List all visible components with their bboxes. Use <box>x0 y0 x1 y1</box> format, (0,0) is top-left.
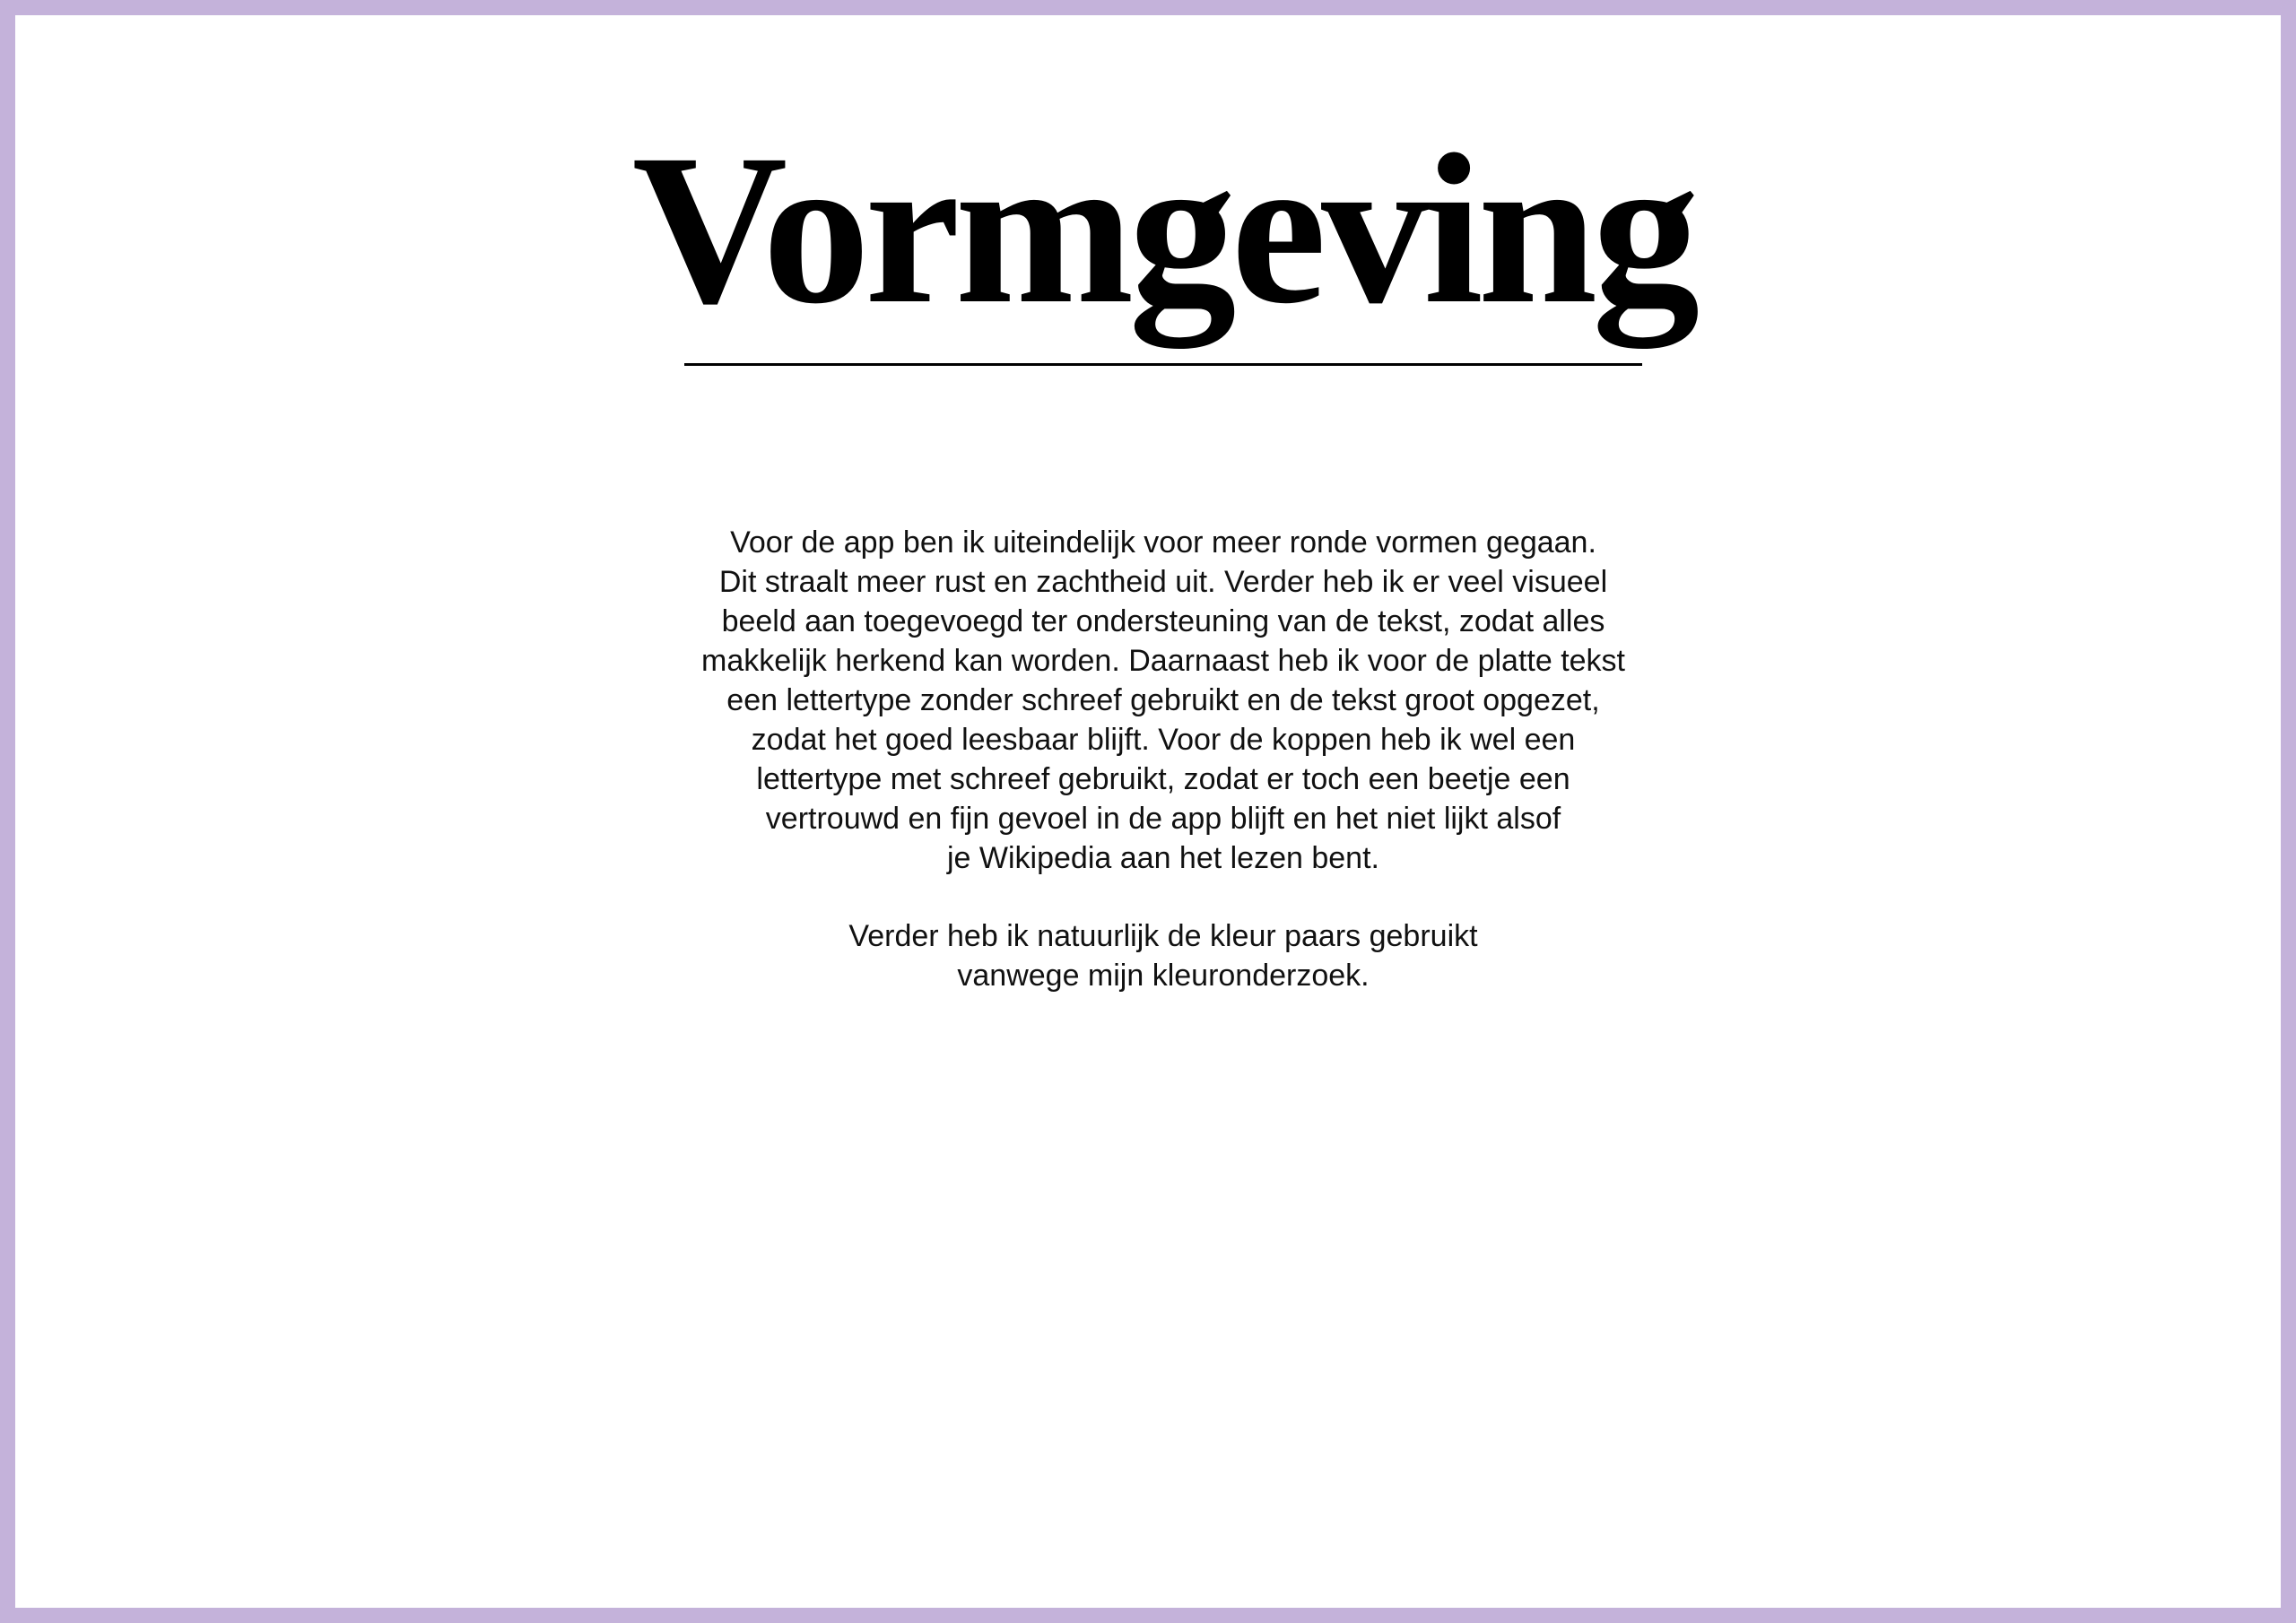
text-line: een lettertype zonder schreef gebruikt en de tekst groot opgezet, <box>726 683 1600 717</box>
page <box>15 15 2281 1608</box>
text-line: Dit straalt meer rust en zachtheid uit. Verder heb ik er veel visueel <box>718 565 1608 599</box>
text-line: Verder heb ik natuurlijk de kleur paars gebruikt <box>848 919 1478 953</box>
text-line: vanwege mijn kleuronderzoek. <box>957 959 1370 993</box>
text-line: Voor de app ben ik uiteindelijk voor meer ronde vormen gegaan. <box>730 525 1596 560</box>
paragraph-intro <box>15 523 2296 878</box>
paragraph-color <box>15 916 2296 995</box>
title-underline <box>684 363 1642 366</box>
text-line: lettertype met schreef gebruikt, zodat er toch een beetje een <box>756 762 1570 796</box>
text-line: vertrouwd en fijn gevoel in de app blijft en het niet lijkt alsof <box>765 802 1561 836</box>
text-line: beeld aan toegevoegd ter ondersteuning van de tekst, zodat alles <box>721 604 1605 638</box>
text-line: makkelijk herkend kan worden. Daarnaast heb ik voor de platte tekst <box>701 644 1625 678</box>
page-title: Vormgeving <box>631 109 1695 348</box>
text-line: zodat het goed leesbaar blijft. Voor de koppen heb ik wel een <box>751 723 1576 757</box>
text-line: je Wikipedia aan het lezen bent. <box>947 841 1379 875</box>
